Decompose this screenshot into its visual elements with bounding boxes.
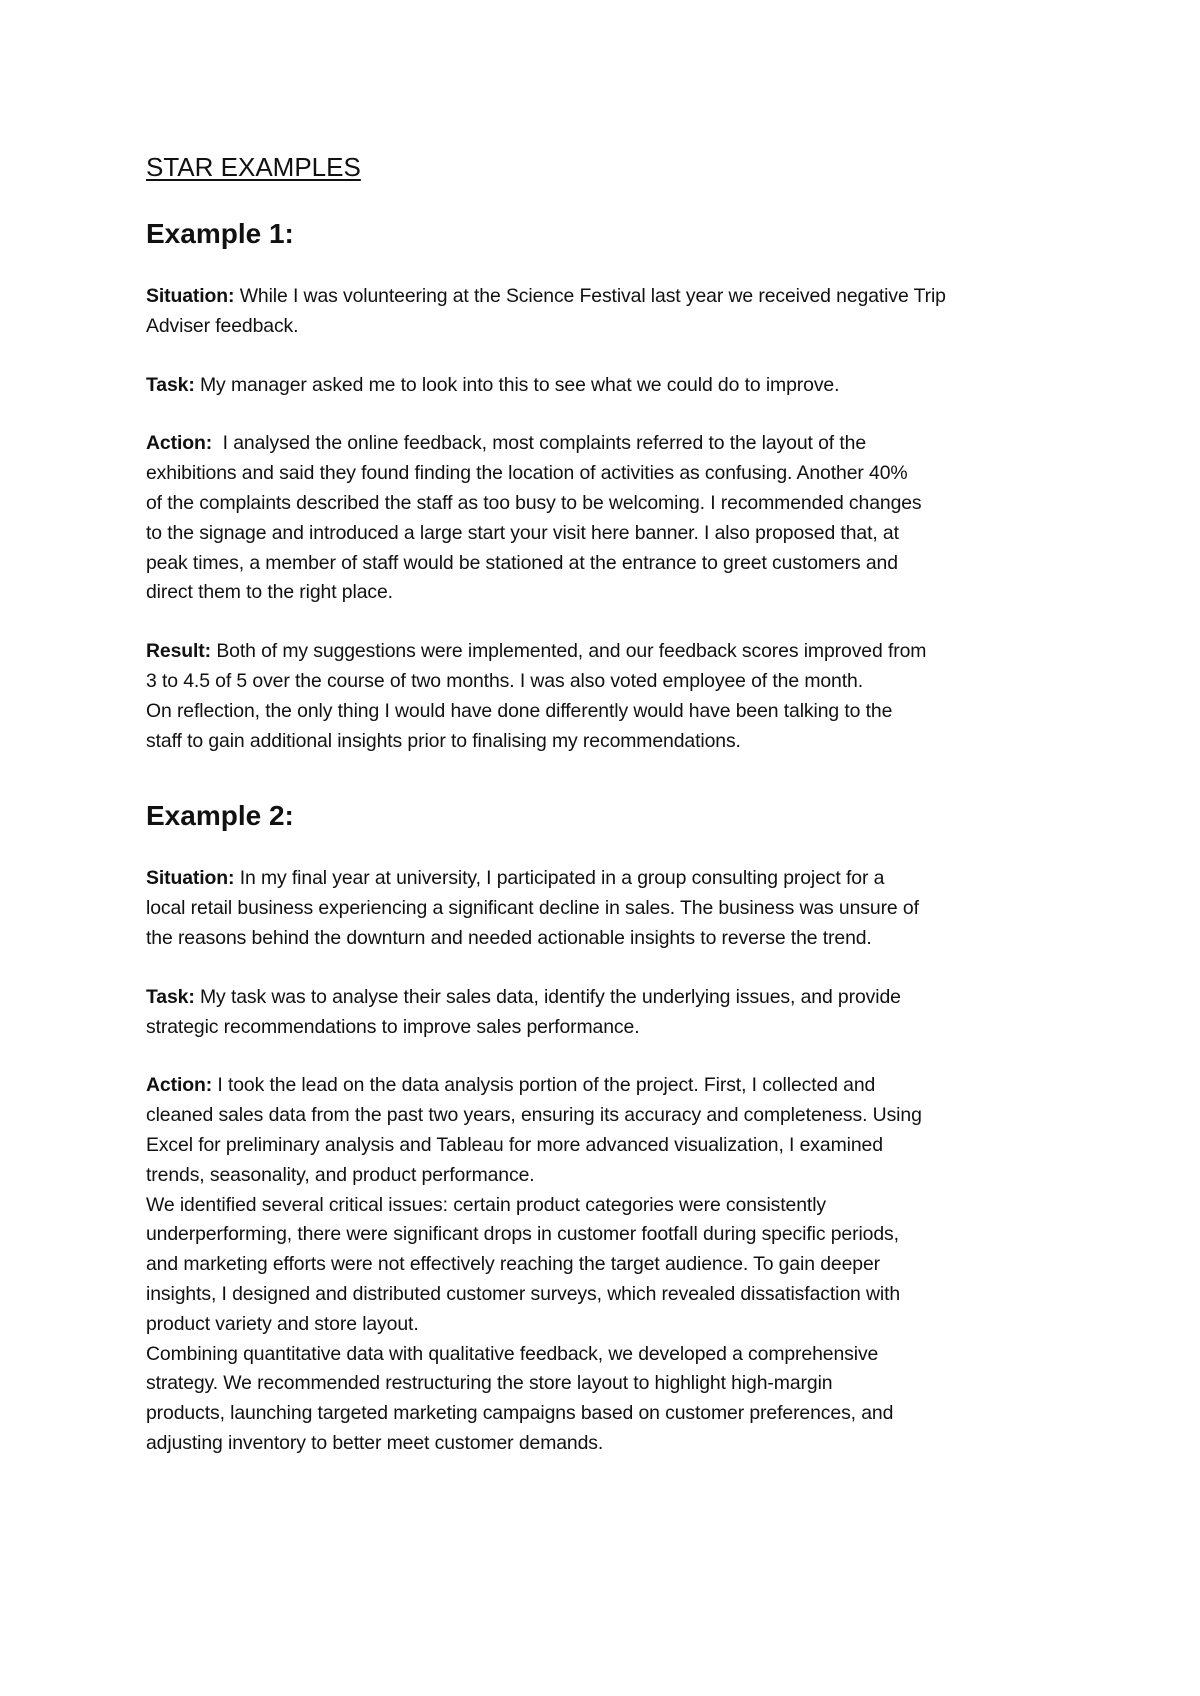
paragraph-line: We identified several critical issues: certain product categories were consistently: [146, 1193, 827, 1216]
paragraph-line: cleaned sales data from the past two years, ensuring its accuracy and completeness. Using: [146, 1104, 922, 1127]
document-title: STAR EXAMPLES: [146, 152, 361, 182]
paragraph-line: trends, seasonality, and product performance.: [146, 1163, 535, 1186]
star-section-action: [146, 1071, 1076, 1458]
paragraph-line: [146, 429, 1076, 459]
section-label: Task:: [146, 985, 195, 1008]
section-text: Both of my suggestions were implemented, and our feedback scores improved from: [211, 640, 927, 663]
paragraph-line: of the complaints described the staff as too busy to be welcoming. I recommended changes: [146, 491, 922, 514]
paragraph-line: [146, 1071, 1076, 1101]
section-label: Task:: [146, 373, 195, 396]
paragraph-line: Excel for preliminary analysis and Tableau for more advanced visualization, I examined: [146, 1133, 883, 1156]
paragraph-line: insights, I designed and distributed customer surveys, which revealed dissatisfaction with: [146, 1282, 901, 1305]
section-text: I analysed the online feedback, most complaints referred to the layout of the: [212, 432, 867, 455]
paragraph-line: strategic recommendations to improve sales performance.: [146, 1015, 640, 1038]
paragraph-line: underperforming, there were significant drops in customer footfall during specific periods,: [146, 1223, 899, 1246]
section-label: Action:: [146, 432, 213, 455]
star-section-task: [146, 371, 1076, 401]
paragraph-line: adjusting inventory to better meet customer demands.: [146, 1431, 604, 1454]
paragraph-line: the reasons behind the downturn and needed actionable insights to reverse the trend.: [146, 926, 872, 949]
paragraph-line: and marketing efforts were not effectively reaching the target audience. To gain deeper: [146, 1253, 881, 1276]
paragraph-line: local retail business experiencing a significant decline in sales. The business was unsure of: [146, 897, 919, 920]
star-section-action: [146, 429, 1076, 608]
section-label: Situation:: [146, 285, 235, 307]
examples-container: [146, 216, 1076, 1459]
section-label: Action:: [146, 1074, 213, 1097]
section-label: Result:: [146, 640, 212, 663]
paragraph-line: strategy. We recommended restructuring the store layout to highlight high-margin: [146, 1372, 833, 1395]
paragraph-line: [146, 282, 1076, 312]
section-text: I took the lead on the data analysis portion of the project. First, I collected and: [212, 1074, 876, 1097]
paragraph-line: [146, 371, 1076, 401]
paragraph-line: exhibitions and said they found finding the location of activities as confusing. Another 40%: [146, 462, 908, 485]
star-section-situation: [146, 864, 1076, 953]
paragraph-line: [146, 637, 1076, 667]
paragraph-line: Adviser feedback.: [146, 314, 299, 337]
paragraph-line: staff to gain additional insights prior to finalising my recommendations.: [146, 729, 741, 752]
document-page: [146, 150, 1076, 1459]
paragraph-line: 3 to 4.5 of 5 over the course of two months. I was also voted employee of the month.: [146, 669, 863, 692]
paragraph-line: products, launching targeted marketing campaigns based on customer preferences, and: [146, 1402, 894, 1425]
paragraph-line: peak times, a member of staff would be stationed at the entrance to greet customers and: [146, 551, 898, 574]
section-text: My manager asked me to look into this to see what we could do to improve.: [194, 373, 840, 396]
star-section-result: [146, 637, 1076, 756]
paragraph-line: [146, 983, 1076, 1013]
example-heading: Example 1:: [146, 218, 294, 249]
section-text: My task was to analyse their sales data, identify the underlying issues, and provide: [194, 985, 901, 1008]
paragraph-line: Combining quantitative data with qualitative feedback, we developed a comprehensive: [146, 1342, 879, 1365]
star-section-task: [146, 983, 1076, 1043]
section-label: Situation:: [146, 867, 235, 890]
paragraph-line: On reflection, the only thing I would have done differently would have been talking to the: [146, 699, 893, 722]
section-text: While I was volunteering at the Science Festival last year we received negative Trip: [234, 285, 946, 307]
paragraph-line: [146, 864, 1076, 894]
paragraph-line: product variety and store layout.: [146, 1312, 419, 1335]
example-heading: Example 2:: [146, 800, 294, 832]
section-text: In my final year at university, I participated in a group consulting project for a: [234, 867, 885, 890]
star-section-situation: [146, 282, 1076, 342]
paragraph-line: to the signage and introduced a large start your visit here banner. I also proposed that, at: [146, 521, 899, 544]
paragraph-line: direct them to the right place.: [146, 581, 393, 604]
